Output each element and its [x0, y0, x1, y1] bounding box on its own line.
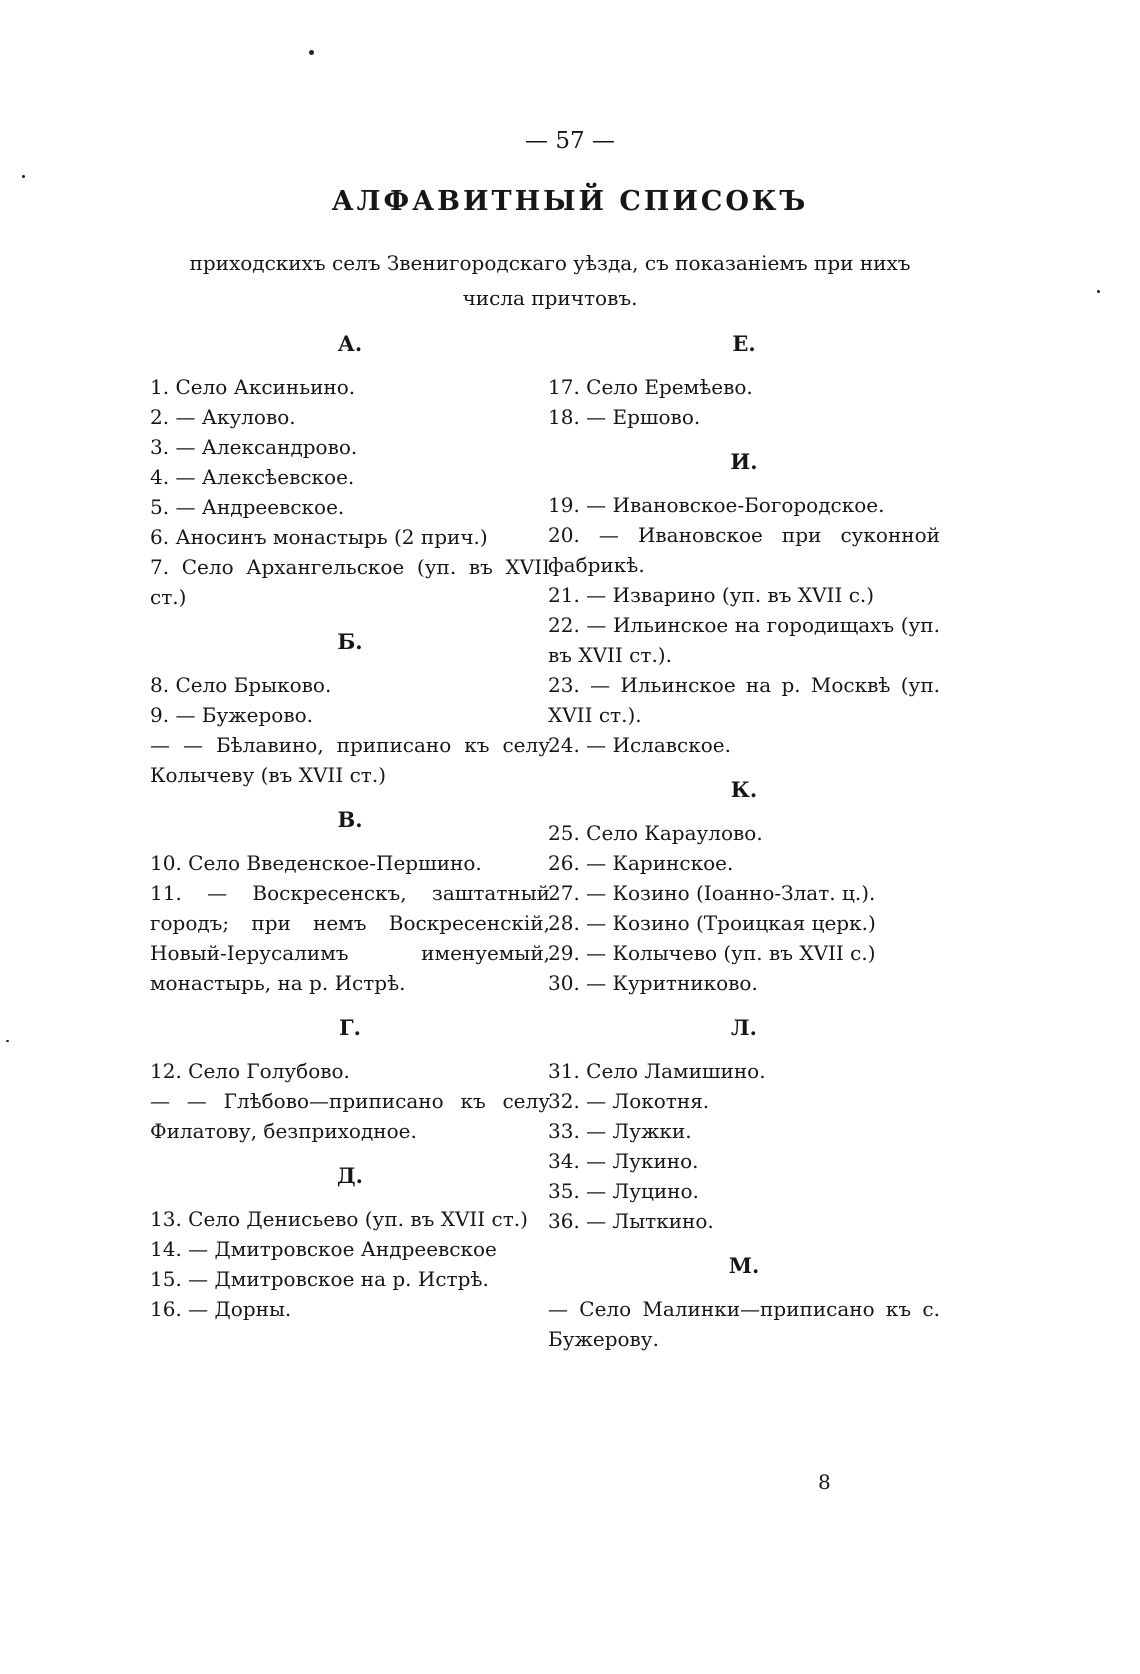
list-item: 17. Село Еремѣево. — [548, 375, 753, 399]
scan-speck — [22, 175, 25, 178]
section-k — [548, 776, 940, 998]
section-letter: А. — [337, 331, 363, 356]
list-item: 28. — Козино (Троицкая церк.) — [548, 911, 876, 935]
section-m — [548, 1252, 940, 1354]
list-item: 4. — Алексѣевское. — [150, 465, 355, 489]
list-item: — — Глѣбово—приписано къ селу Филатову, безприходное. — [150, 1089, 550, 1143]
list-item: 18. — Ершово. — [548, 405, 701, 429]
list-item: 33. — Лужки. — [548, 1119, 692, 1143]
section-letter: Д. — [337, 1163, 363, 1188]
page-title: АЛФАВИТНЫЙ СПИСОКЪ — [331, 186, 809, 217]
section-a — [150, 330, 550, 612]
list-item: 19. — Ивановское-Богородское. — [548, 493, 885, 517]
signature-mark: 8 — [818, 1470, 831, 1494]
list-item: 11. — Воскресенскъ, заштатный городъ; при немъ Воскресенскій, Новый-Іерусалимъ именуемый, монастырь, на р. Истрѣ. — [150, 881, 550, 995]
list-item: 30. — Куритниково. — [548, 971, 758, 995]
list-item: 34. — Лукино. — [548, 1149, 699, 1173]
page-subtitle: приходскихъ селъ Звенигородскаго уѣзда, съ показаніемъ при нихъ числа причтовъ. — [189, 251, 911, 310]
section-letter: И. — [730, 449, 758, 474]
list-item: 21. — Изварино (уп. въ XVII с.) — [548, 583, 875, 607]
list-item: 10. Село Введенское-Першино. — [150, 851, 482, 875]
section-d — [150, 1162, 550, 1324]
scan-speck — [6, 1040, 9, 1042]
right-column — [548, 330, 940, 1370]
list-item: 29. — Колычево (уп. въ XVII с.) — [548, 941, 876, 965]
section-letter: Л. — [731, 1015, 757, 1040]
section-b — [150, 628, 550, 790]
list-item: 26. — Каринское. — [548, 851, 734, 875]
list-item: 16. — Дорны. — [150, 1297, 292, 1321]
list-item: 9. — Бужерово. — [150, 703, 313, 727]
list-item: 1. Село Аксиньино. — [150, 375, 356, 399]
list-item: 5. — Андреевское. — [150, 495, 345, 519]
list-item: 2. — Акулово. — [150, 405, 296, 429]
section-g — [150, 1014, 550, 1146]
list-item: 23. — Ильинское на р. Москвѣ (уп. XVII ст.). — [548, 673, 940, 727]
scan-speck — [309, 50, 314, 55]
section-v — [150, 806, 550, 998]
list-item: 7. Село Архангельское (уп. въ XVII ст.) — [150, 555, 550, 609]
section-l — [548, 1014, 940, 1236]
section-i — [548, 448, 940, 760]
section-letter: М. — [728, 1253, 760, 1278]
list-item: 32. — Локотня. — [548, 1089, 710, 1113]
list-item: 24. — Иславское. — [548, 733, 731, 757]
scan-speck — [1097, 290, 1100, 293]
left-column — [150, 330, 550, 1340]
list-item: 22. — Ильинское на городищахъ (уп. въ XVII ст.). — [548, 613, 940, 667]
list-item: 20. — Ивановское при суконной фабрикѣ. — [548, 523, 940, 577]
list-item: 3. — Александрово. — [150, 435, 358, 459]
section-letter: Е. — [732, 331, 756, 356]
list-item: 36. — Лыткино. — [548, 1209, 714, 1233]
list-item: 14. — Дмитровское Андреевское — [150, 1237, 497, 1261]
list-item: — — Бѣлавино, приписано къ селу Колычеву (въ XVII ст.) — [150, 733, 550, 787]
list-item: — Село Малинки—приписано къ с. Бужерову. — [548, 1297, 940, 1351]
list-item: 6. Аносинъ монастырь (2 прич.) — [150, 525, 488, 549]
section-letter: К. — [730, 777, 758, 802]
list-item: 27. — Козино (Іоанно-Злат. ц.). — [548, 881, 876, 905]
section-letter: Б. — [337, 629, 363, 654]
list-item: 35. — Луцино. — [548, 1179, 699, 1203]
list-item: 31. Село Ламишино. — [548, 1059, 766, 1083]
section-e — [548, 330, 940, 432]
list-item: 13. Село Денисьево (уп. въ XVII ст.) — [150, 1207, 528, 1231]
section-letter: Г. — [339, 1015, 361, 1040]
page-number: — 57 — — [525, 128, 615, 154]
list-item: 25. Село Караулово. — [548, 821, 763, 845]
section-letter: В. — [337, 807, 363, 832]
list-item: 8. Село Брыково. — [150, 673, 332, 697]
list-item: 15. — Дмитровское на р. Истрѣ. — [150, 1267, 489, 1291]
list-item: 12. Село Голубово. — [150, 1059, 350, 1083]
